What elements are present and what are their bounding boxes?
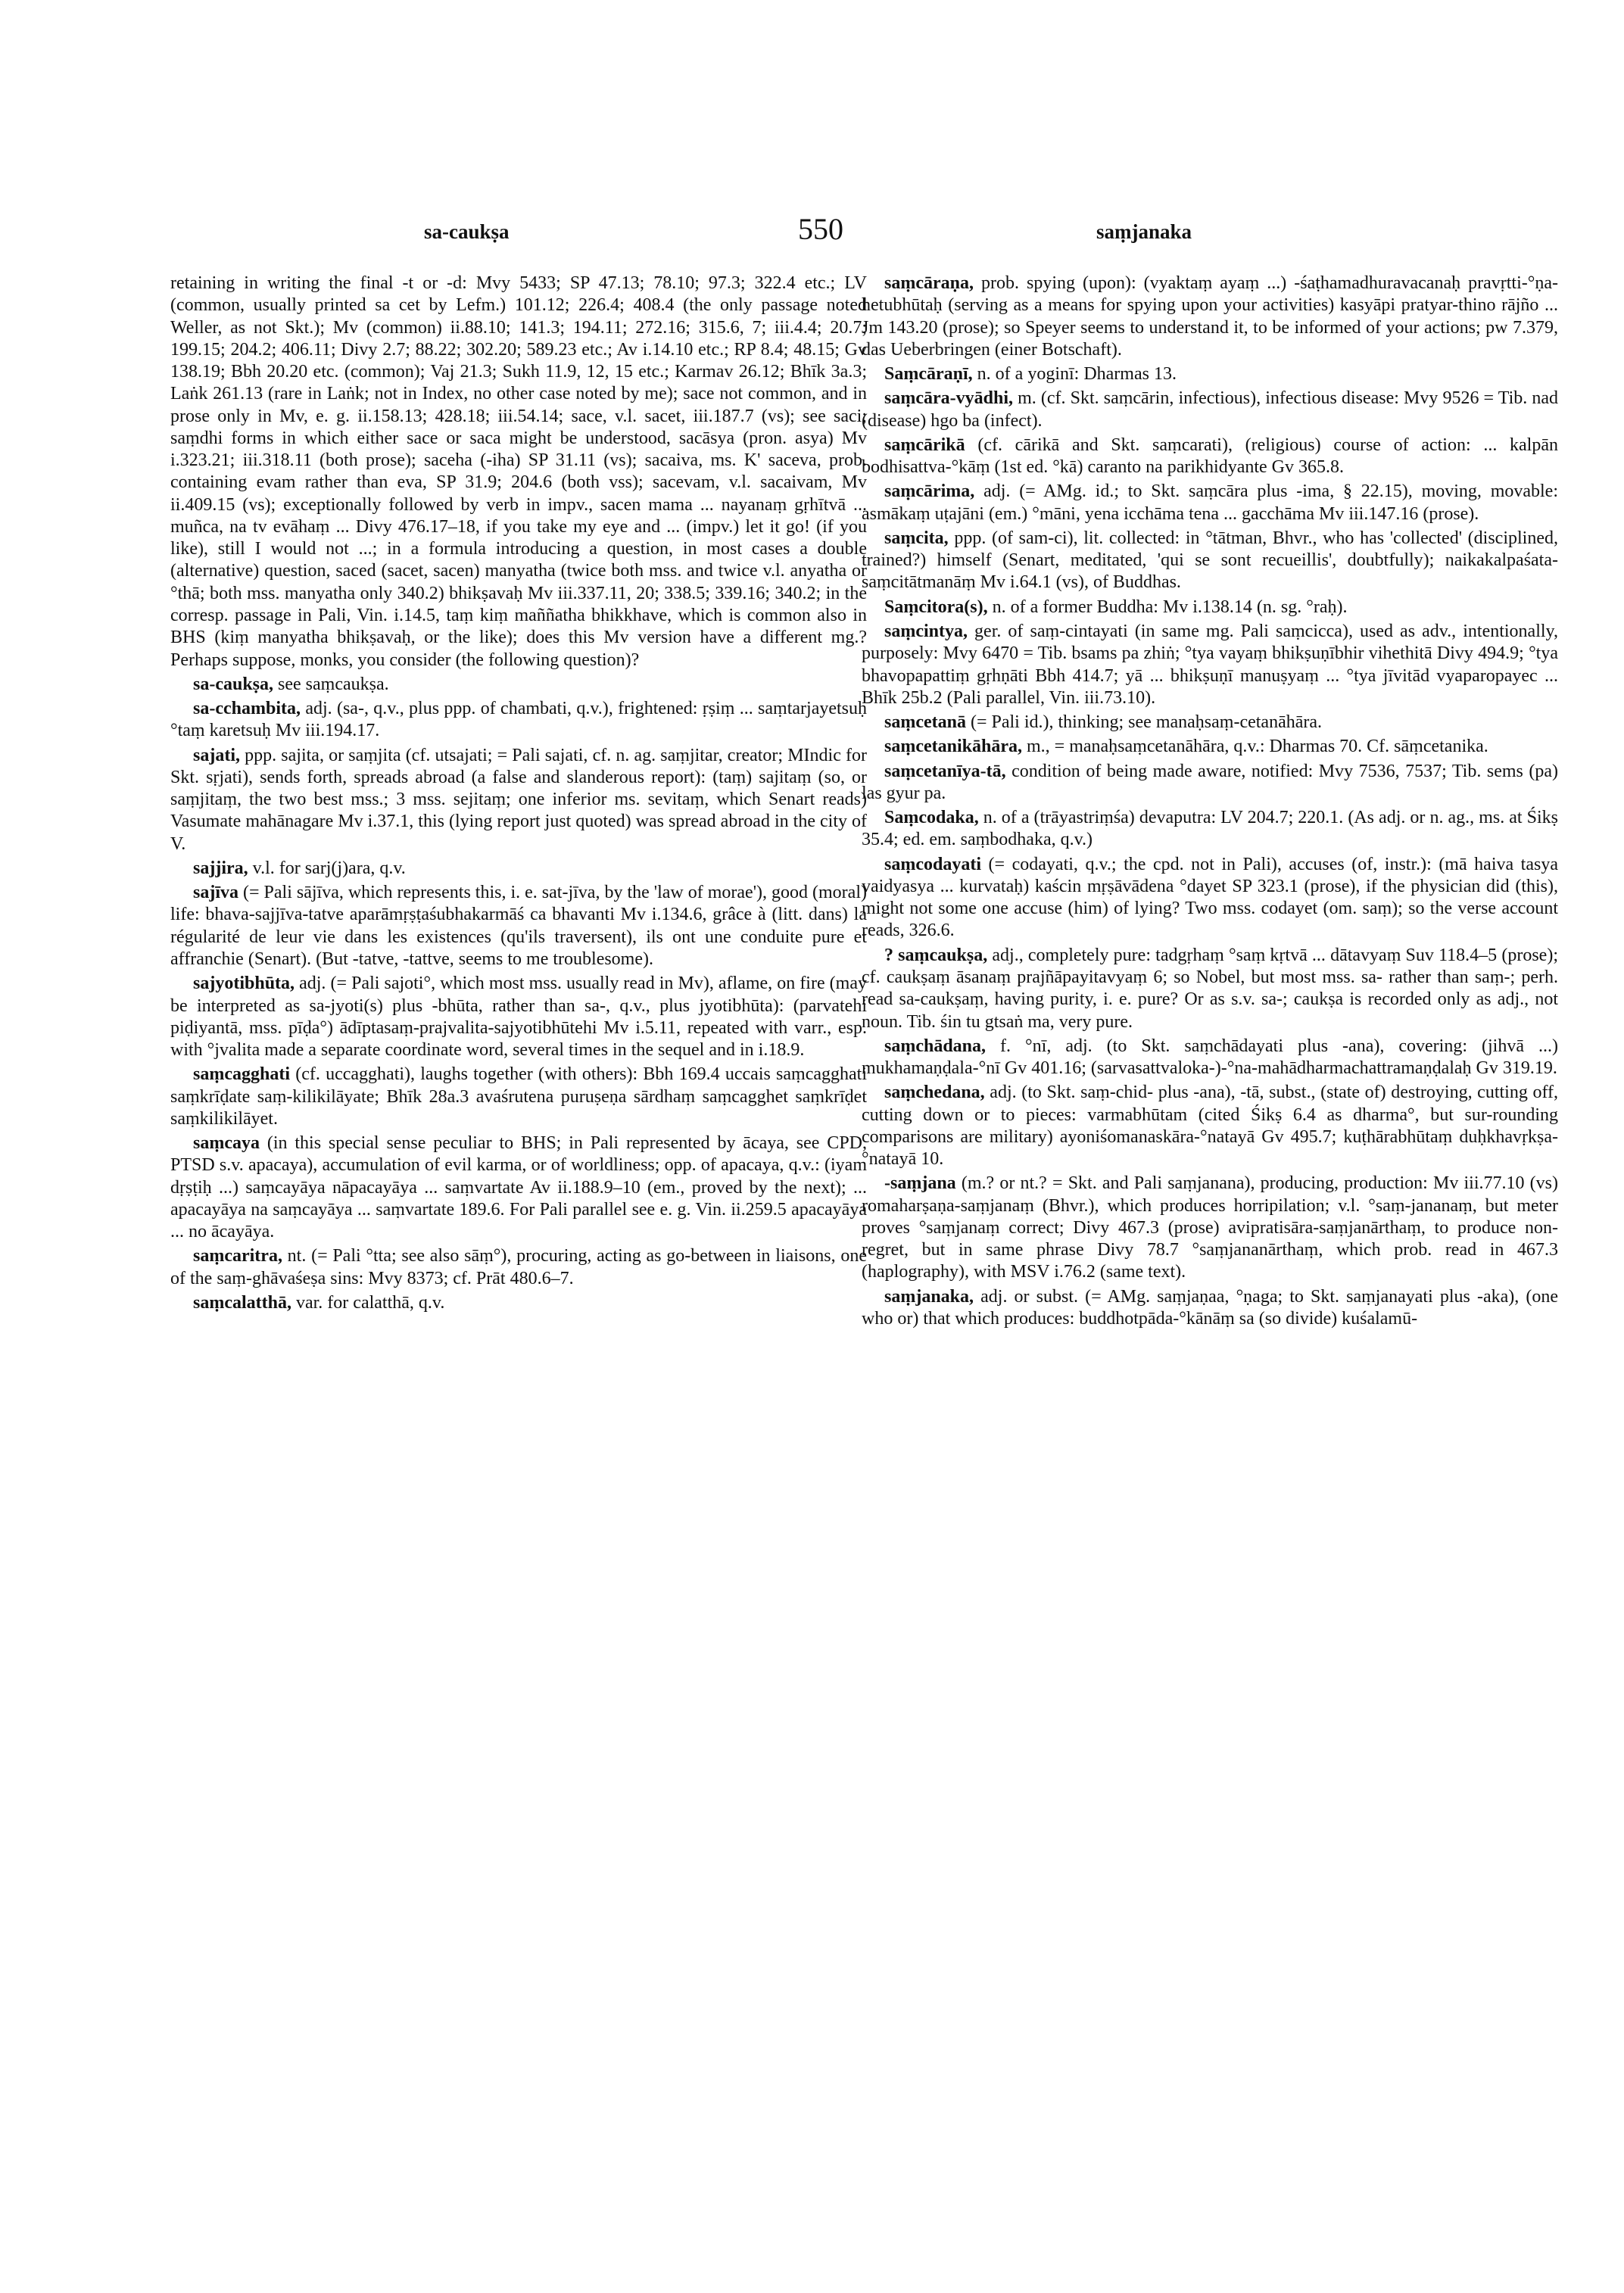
entry-headword: -saṃjana	[884, 1173, 956, 1194]
entry-body: (= Pali sājīva, which represents this, i. e. sat-jīva, by the 'law of morae'), good (moral) life: bhava-sajjīva-tatve aparāmṛṣṭaśubhakarmāś ca bhavanti Mv i.134.6, grâce à (litt. dans) la régularité de leur vie dans les existences (qu'ils traversent), ils ont une conduite pure et affranchie (Senart). (But -tatve, -tattve, seems to me troublesome).	[170, 883, 867, 969]
entry-headword: saṃcārima,	[884, 481, 975, 502]
entry-headword: saṃcetanīya-tā,	[884, 761, 1006, 781]
entry-headword: Saṃcodaka,	[884, 808, 979, 828]
entry-body: ger. of saṃ-cintayati (in same mg. Pali saṃcicca), used as adv., intentionally, purposely: Mvy 6470 = Tib. bsams pa zhiṅ; °tya vayaṃ bhikṣuṇībhir vihethitā Divy 494.9; °tya bhavopapattiṃ gṛhṇāti Bbh 414.7; yā ... bhikṣuṇī manuṣyaṃ ... °tya jīvitād vyaparopayec ... Bhīk 25b.2 (Pali parallel, Vin. iii.73.10).	[862, 621, 1558, 708]
entry-headword: sajyotibhūta,	[193, 974, 295, 994]
dictionary-entry	[170, 273, 867, 671]
entry-body: m. (cf. Skt. saṃcārin, infectious), infectious disease: Mvy 9526 = Tib. nad (disease) hgo ba (infect).	[862, 388, 1558, 431]
dictionary-entry	[862, 1286, 1558, 1331]
dictionary-entry	[862, 1173, 1558, 1283]
dictionary-entry	[170, 1064, 867, 1130]
entry-body: n. of a former Buddha: Mv i.138.14 (n. sg. °raḥ).	[987, 597, 1348, 617]
entry-body: (m.? or nt.? = Skt. and Pali saṃjanana), producing, production: Mv iii.77.10 (vs) romaharṣaṇa-saṃjanaṃ (Bhvr.), which produces horripilation; v.l. °saṃ-jananaṃ, but meter proves °saṃjanaṃ correct; Divy 467.3 (prose) avipratisāra-saṃjanārthaṃ, to produce non-regret, but in same phrase Divy 78.7 °saṃjananārthaṃ, which prob. read in 467.3 (haplography), with MSV i.76.2 (same text).	[862, 1173, 1558, 1282]
entry-headword: saṃcetanikāhāra,	[884, 737, 1022, 757]
entry-body: adj. (sa-, q.v., plus ppp. of chambati, q.v.), frightened: ṛṣiṃ ... saṃtarjayetsuḥ °taṃ karetsuḥ Mv iii.194.17.	[170, 699, 867, 741]
page-number: 550	[798, 212, 843, 246]
entry-headword: sa-cchambita,	[193, 699, 301, 719]
entry-body: (in this special sense peculiar to BHS; in Pali represented by ācaya, see CPD, PTSD s.v. apacaya), accumulation of evil karma, or of worldliness; opp. of apacaya, q.v.: (iyam dṛṣṭiḥ ...) saṃcayāya nāpacayāya ... saṃvartate Av ii.188.9–10 (em., proved by the next); ... apacayāya na saṃcayāya ... saṃvartate 189.6. For Pali parallel see e. g. Vin. ii.259.5 apacayāya ... no ācayāya.	[170, 1133, 867, 1242]
entry-headword: saṃcārikā	[884, 435, 965, 455]
entry-headword: saṃcagghati	[193, 1064, 290, 1085]
entry-body: var. for calatthā, q.v.	[291, 1292, 445, 1313]
entry-headword: saṃcaritra,	[193, 1246, 282, 1266]
entry-headword: saṃchedana,	[884, 1083, 985, 1103]
entry-headword: saṃcintya,	[884, 621, 968, 641]
dictionary-entry	[862, 945, 1558, 1033]
dictionary-entry	[862, 435, 1558, 479]
right-running-head: saṃjanaka	[1096, 220, 1192, 243]
entry-headword: ? saṃcaukṣa,	[884, 945, 988, 965]
dictionary-entry	[170, 858, 867, 880]
entry-headword: saṃcaya	[193, 1133, 260, 1154]
entry-body: ppp. sajita, or saṃjita (cf. utsajati; = Pali sajati, cf. n. ag. saṃjitar, creator; MIndic for Skt. sṛjati), sends forth, spreads abroad (a false and slanderous report): (taṃ) sajitaṃ (so, or saṃjitaṃ, the two best mss.; 3 mss. sejitaṃ; one inferior ms. sevitaṃ, which Senart reads) Vasumate mahānagare Mv i.37.1, this (lying report just quoted) was spread abroad in the city of V.	[170, 745, 867, 854]
entry-headword: sajīva	[193, 883, 238, 903]
left-column	[170, 273, 867, 1316]
entry-body: adj. (= AMg. id.; to Skt. saṃcāra plus -ima, § 22.15), moving, movable: asmākaṃ uṭajāni (em.) °māni, yena icchāma tena ... gacchāma Mv iii.147.16 (prose).	[862, 481, 1558, 524]
entry-body: f. °nī, adj. (to Skt. saṃchādayati plus -ana), covering: (jihvā ...) mukhamaṇḍala-°nī Gv 401.16; (sarvasattvaloka-)-°na-mahādharmachattramaṇḍalaḥ Gv 319.19.	[862, 1036, 1558, 1079]
entry-headword: saṃcāra-vyādhi,	[884, 388, 1013, 409]
dictionary-entry	[862, 621, 1558, 709]
right-column	[862, 273, 1558, 1332]
dictionary-entry	[170, 698, 867, 743]
entry-body: condition of being made aware, notified: Mvy 7536, 7537; Tib. sems (pa) las gyur pa.	[862, 761, 1558, 803]
entry-body: (cf. cārikā and Skt. saṃcarati), (religious) course of action: ... kalpān bodhisattva-°kāṃ (1st ed. °kā) caranto na parikhidyante Gv 365.8.	[862, 435, 1558, 478]
entry-headword: saṃchādana,	[884, 1036, 987, 1056]
dictionary-entry	[862, 1036, 1558, 1080]
dictionary-entry	[862, 761, 1558, 805]
entry-headword: sajjira,	[193, 858, 248, 878]
entry-body: v.l. for sarj(j)ara, q.v.	[248, 858, 406, 878]
entry-body: (= codayati, q.v.; the cpd. not in Pali), accuses (of, instr.): (mā haiva tasya vaidyasya ... kurvataḥ) kaścin mṛṣāvādena °dayet SP 323.1 (prose), if the physician did (this), might not some one accuse (him) of lying? Two mss. codayet (om. saṃ); so the verse account reads, 326.6.	[862, 854, 1558, 941]
dictionary-entry	[862, 807, 1558, 852]
page-header	[250, 212, 1386, 261]
dictionary-entry	[862, 712, 1558, 734]
dictionary-entry	[862, 528, 1558, 594]
entry-body: adj. (to Skt. saṃ-chid- plus -ana), -tā, subst., (state of) destroying, cutting off, cutting down or to pieces: varmabhūtam (cited Śikṣ 6.4 as dharma°, but sur-rounding comparisons are military) ayoniśomanaskāra-°natayā Gv 495.7; kuṭhārabhūtaṃ duḥkhavṛkṣa-°natayā 10.	[862, 1083, 1558, 1170]
entry-headword: Saṃcāraṇī,	[884, 364, 973, 385]
dictionary-entry	[862, 388, 1558, 432]
entry-body: adj., completely pure: tadgṛhaṃ °saṃ kṛtvā ... dātavyaṃ Suv 118.4–5 (prose); cf. caukṣaṃ āsanaṃ prajñāpayitavyaṃ 6; so Nobel, but most mss. sa- rather than saṃ-; perh. read sa-caukṣaṃ, having purity, i. e. pure? Or as s.v. sa-; caukṣa is recorded only as adj., not noun. Tib. śin tu gtsaṅ ma, very pure.	[862, 945, 1558, 1032]
entry-headword: Saṃcitora(s),	[884, 597, 988, 617]
entry-body: ppp. (of sam-ci), lit. collected: in °tātman, Bhvr., who has 'collected' (disciplined, trained?) himself (Senart, meditated, 'qui se sont recueillis', doubtfully); naikakalpaśata-saṃcitātmanāṃ Mv i.64.1 (vs), of Buddhas.	[862, 528, 1558, 593]
dictionary-entry	[170, 882, 867, 970]
entry-body: n. of a (trāyastriṃśa) devaputra: LV 204.7; 220.1. (As adj. or n. ag., ms. at Śikṣ 35.4; ed. em. saṃbodhaka, q.v.)	[862, 808, 1558, 850]
left-running-head: sa-caukṣa	[424, 220, 510, 243]
entry-body: prob. spying (upon): (vyaktaṃ ayaṃ ...) -śaṭhamadhuravacanaḥ pravṛtti-°ṇa-hetubhūtaḥ (serving as a means for spying upon your activities) kasyāpi pratyar-thino rājño ... Jm 143.20 (prose); so Speyer seems to understand it, to be informed of your actions; pw 7.379, das Ueberbringen (einer Botschaft).	[862, 273, 1558, 360]
entry-headword: sa-caukṣa,	[193, 674, 274, 694]
dictionary-entry	[862, 597, 1558, 618]
dictionary-entry	[862, 854, 1558, 942]
dictionary-entry	[170, 674, 867, 696]
entry-headword: saṃcodayati	[884, 854, 981, 874]
entry-body: (= Pali id.), thinking; see manaḥsaṃ-cetanāhāra.	[965, 712, 1323, 733]
dictionary-entry	[170, 745, 867, 855]
entry-headword: saṃcalatthā,	[193, 1292, 291, 1313]
dictionary-entry	[862, 481, 1558, 525]
entry-body: retaining in writing the final -t or -d: Mvy 5433; SP 47.13; 78.10; 97.3; 322.4 etc.; LV (common, usually printed sa cet by Lefm.) 101.12; 226.4; 408.4 (the only passage noted Weller, as not Skt.); Mv (common) ii.88.10; 141.3; 194.11; 272.16; 315.6, 7; iii.4.4; 20.7; 199.15; 204.2; 406.11; Divy 2.7; 88.22; 302.20; 589.23 etc.; Av i.14.10 etc.; RP 8.4; 48.15; Gv 138.19; Bbh 20.20 etc. (common); Vaj 21.3; Sukh 11.9, 12, 15 etc.; Karmav 26.12; Bhīk 3a.3; Laṅk 261.13 (rare in Laṅk; not in Index, no other case noted by me); sace not common, and in prose only in Mv, e. g. ii.158.13; 428.18; iii.54.14; sace, v.l. sacet, iii.187.7 (vs); see saci; saṃdhi forms in which either sace or saca might be understood, sacāsya (pron. asya) Mv i.323.21; iii.318.11 (both prose); saceha (-iha) SP 31.11 (vs); sacaiva, ms. K' saceva, prob. containing evam rather than eva, SP 31.9; 204.6 (both vss); sacevam, v.l. sacaivam, Mv ii.409.15 (vs); exceptionally followed by verb in impv., sacen mama ... nayanaṃ gṛhītvā ... muñca, na tv evāhaṃ ... Divy 476.17–18, if you take my eye and ... (impv.) let it go! (if you like), still I would not ...; in a formula introducing a question, in most cases a double (alternative) question, saced (sacet, sacen) manyatha (twice both mss. and twice v.l. anyatha or °thā; both mss. manyatha only 340.2) bhikṣavaḥ Mv iii.337.11, 20; 338.5; 339.16; 340.2; in the corresp. passage in Pali, Vin. i.14.5, taṃ kiṃ maññatha bhikkhave, which is common also in BHS (kiṃ manyatha bhikṣavaḥ, or the like); does this Mv version have a different mg.? Perhaps suppose, monks, you consider (the following question)?	[170, 273, 867, 670]
entry-headword: saṃcetanā	[884, 712, 966, 733]
dictionary-entry	[170, 1292, 867, 1314]
entry-body: n. of a yoginī: Dharmas 13.	[972, 364, 1177, 385]
dictionary-entry	[862, 736, 1558, 758]
dictionary-entry	[170, 1132, 867, 1243]
dictionary-entry	[862, 1082, 1558, 1170]
dictionary-entry	[170, 973, 867, 1061]
entry-body: adj. (= Pali sajoti°, which most mss. usually read in Mv), aflame, on fire (may be interpreted as sa-jyoti(s) plus -bhūta, rather than sa-, q.v., plus jyotibhūta): (parvatehi piḍiyantā, mss. pīḍa°) ādīptasaṃ-prajvalita-sajyotibhūtehi Mv i.5.11, repeated with varr., esp. with °jvalita made a separate coordinate word, several times in the sequel and in i.18.9.	[170, 974, 867, 1061]
dictionary-entry	[862, 363, 1558, 385]
entry-body: nt. (= Pali °tta; see also sāṃ°), procuring, acting as go-between in liaisons, one of the saṃ-ghāvaśeṣa sins: Mvy 8373; cf. Prāt 480.6–7.	[170, 1246, 867, 1288]
entry-headword: sajati,	[193, 745, 240, 765]
entry-body: adj. or subst. (= AMg. saṃjaṇaa, °ṇaga; to Skt. saṃjanayati plus -aka), (one who or) that which produces: buddhotpāda-°kānāṃ sa (so divide) kuśalamū-	[862, 1286, 1558, 1329]
entry-body: m., = manaḥsaṃcetanāhāra, q.v.: Dharmas 70. Cf. sāṃcetanika.	[1022, 737, 1488, 757]
entry-headword: saṃjanaka,	[884, 1286, 974, 1307]
entry-headword: saṃcāraṇa,	[884, 273, 974, 293]
dictionary-entry	[862, 273, 1558, 361]
entry-headword: saṃcita,	[884, 528, 949, 548]
entry-body: see saṃcaukṣa.	[273, 674, 389, 694]
dictionary-entry	[170, 1245, 867, 1290]
entry-body: (cf. uccagghati), laughs together (with others): Bbh 169.4 uccais saṃcagghati saṃkrīḍate saṃ-kilikilāyate; Bhīk 28a.3 avaśrutena puruṣeṇa sārdhaṃ saṃcagghet saṃkrīḍet saṃkilikilāyet.	[170, 1064, 867, 1129]
